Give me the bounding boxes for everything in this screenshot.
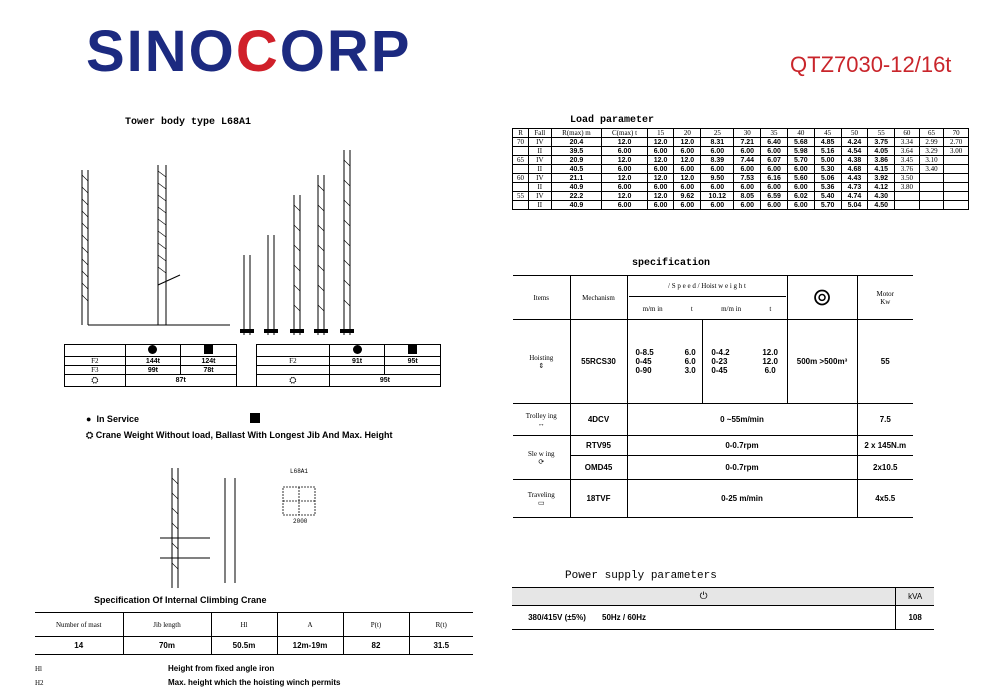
spec-title: specification	[632, 258, 711, 269]
crane-weight-icon: ⛭	[91, 375, 99, 385]
table-row: 70 IV 20.4 12.0 12.0 12.0 8.31 7.21 6.40 5.68 4.85 4.24 3.75 3.34 2.99 2.70	[513, 138, 969, 147]
out-service-icon	[204, 345, 213, 354]
in-service-icon	[353, 345, 362, 354]
rope-drum-icon: ⊚	[811, 284, 833, 311]
note-key-h1: Hl	[35, 665, 42, 673]
sinocorp-logo: SINOCORP	[86, 19, 412, 84]
note-text-h1: Height from fixed angle iron	[168, 664, 275, 673]
power-table: ⏻ kVA 380/415V (±5%) 50Hz / 60Hz 108	[512, 587, 934, 630]
spec-table: Items Mechanism / S p e e d / Hoist w e i g h t m/m in t m/m in t ⊚ Motor Kw Hoisting ⇕ 55RCS30 0-8.5 0-45 0-90 6.0 6.0 3.0 0-4.2 0-23 0-45 12.0 12.0 6.0 500m >500m³ 55 Trolley ing ↔ 4DCV 0 ~55m/min 7.5 Sle w ing ⟳ RTV95 0-0.7rpm 2 x 145N.m OMD45 0-0.7rpm 2x10.5 Traveling ▭ 18TVF 0-25 m/min 4x5.5	[513, 275, 913, 518]
slewing-icon: ⟳	[538, 457, 545, 466]
climbing-title: Specification Of Internal Climbing Crane	[94, 595, 267, 605]
table-row: II 40.9 6.00 6.00 6.00 6.00 6.00 6.00 6.00 5.36 4.73 4.12 3.80	[513, 183, 969, 192]
tower-drawings	[60, 135, 380, 340]
table-row: F2 144t 124t F2 91t 95t	[65, 357, 441, 366]
table-row: Sle w ing ⟳ RTV95 0-0.7rpm 2 x 145N.m	[513, 436, 913, 456]
hoist-icon: ⇕	[538, 361, 545, 370]
in-service-icon	[148, 345, 157, 354]
tower-load-table	[64, 344, 441, 387]
traveling-icon: ▭	[537, 498, 545, 507]
plan-dim: 2000	[293, 518, 308, 525]
power-title: Power supply parameters	[565, 570, 717, 582]
table-row: 60 IV 21.1 12.0 12.0 12.0 9.50 7.53 6.16 5.60 5.06 4.43 3.92 3.50	[513, 174, 969, 183]
trolley-icon: ↔	[537, 419, 545, 428]
plug-icon: ⏻	[699, 591, 708, 602]
crane-weight-icon: ⛭	[289, 375, 297, 385]
legend-in-service: ● In Service	[86, 414, 139, 424]
out-service-icon	[408, 345, 417, 354]
table-row: ⛭ 87t ⛭ 95t	[65, 375, 441, 387]
table-row: F3 99t 78t	[65, 366, 441, 375]
load-table: R Fall R(max) m C(max) t 15 20 25 30 35 40 45 50 55 60 65 70 70 IV 20.4 12.0 12.0 12.0 8.31 7.21 6.40 5.68 4.85 4.24 3.75 3.34 2.99 2.70 II 39.5 6.00 6.00 6.00 6.00 6.00 6.00 5.98 5.16 4.54 4.05 3.64 3.29 3.00 65 IV 20.9 12.0 12.0 12.0 8.39 7.44 6.07 5.70 5.00 4.38 3.86 3.45 3.10 II 40.5 6.00 6.00 6.00 6.00 6.00 6.00 6.00 5.30 4.68 4.15 3.76 3.40 60 IV 21.1 12.0 12.0 12.0 9.50 7.53 6.16 5.60 5.06 4.43 3.92 3.50 II 40.9 6.00 6.00 6.00 6.00 6.00 6.00 6.00 5.36 4.73 4.12 3.80 55 IV 22.2 12.0 12.0 9.62 10.12 8.05 6.59 6.02 5.40 4.74 4.30 II 40.9 6.00 6.00 6.00 6.00 6.00 6.00 6.00 5.70 5.04 4.50	[512, 128, 969, 210]
table-row: II 40.5 6.00 6.00 6.00 6.00 6.00 6.00 6.00 5.30 4.68 4.15 3.76 3.40	[513, 165, 969, 174]
table-row: OMD45 0-0.7rpm 2x10.5	[513, 456, 913, 480]
table-row: II 39.5 6.00 6.00 6.00 6.00 6.00 6.00 5.98 5.16 4.54 4.05 3.64 3.29 3.00	[513, 147, 969, 156]
table-row: II 40.9 6.00 6.00 6.00 6.00 6.00 6.00 6.00 5.70 5.04 4.50	[513, 201, 969, 210]
table-row: 65 IV 20.9 12.0 12.0 12.0 8.39 7.44 6.07 5.70 5.00 4.38 3.86 3.45 3.10	[513, 156, 969, 165]
note-text-h2: Max. height which the hoisting winch permits	[168, 678, 341, 687]
climbing-crane-drawing	[150, 458, 260, 593]
table-row: 55 IV 22.2 12.0 12.0 9.62 10.12 8.05 6.59 6.02 5.40 4.74 4.30	[513, 192, 969, 201]
note-key-h2: H2	[35, 679, 44, 687]
plan-label: L68A1	[290, 468, 309, 475]
load-title: Load parameter	[570, 115, 655, 126]
table-row: Hoisting ⇕ 55RCS30 0-8.5 0-45 0-90 6.0 6.0 3.0 0-4.2 0-23 0-45 12.0 12.0 6.0 500m >500m³ 55	[513, 320, 913, 404]
table-row: Traveling ▭ 18TVF 0-25 m/min 4x5.5	[513, 480, 913, 518]
legend-out-service-icon	[250, 413, 260, 423]
table-row: Trolley ing ↔ 4DCV 0 ~55m/min 7.5	[513, 404, 913, 436]
legend-crane-weight: ⛭ Crane Weight Without load, Ballast With Longest Jib And Max. Height	[86, 430, 393, 440]
model-number: QTZ7030-12/16t	[790, 52, 952, 77]
tower-body-title: Tower body type L68A1	[125, 117, 252, 128]
climbing-table: Number of mast Jib length Hl A P(t) R(t) 14 70m 50.5m 12m-19m 82 31.5	[35, 612, 473, 655]
